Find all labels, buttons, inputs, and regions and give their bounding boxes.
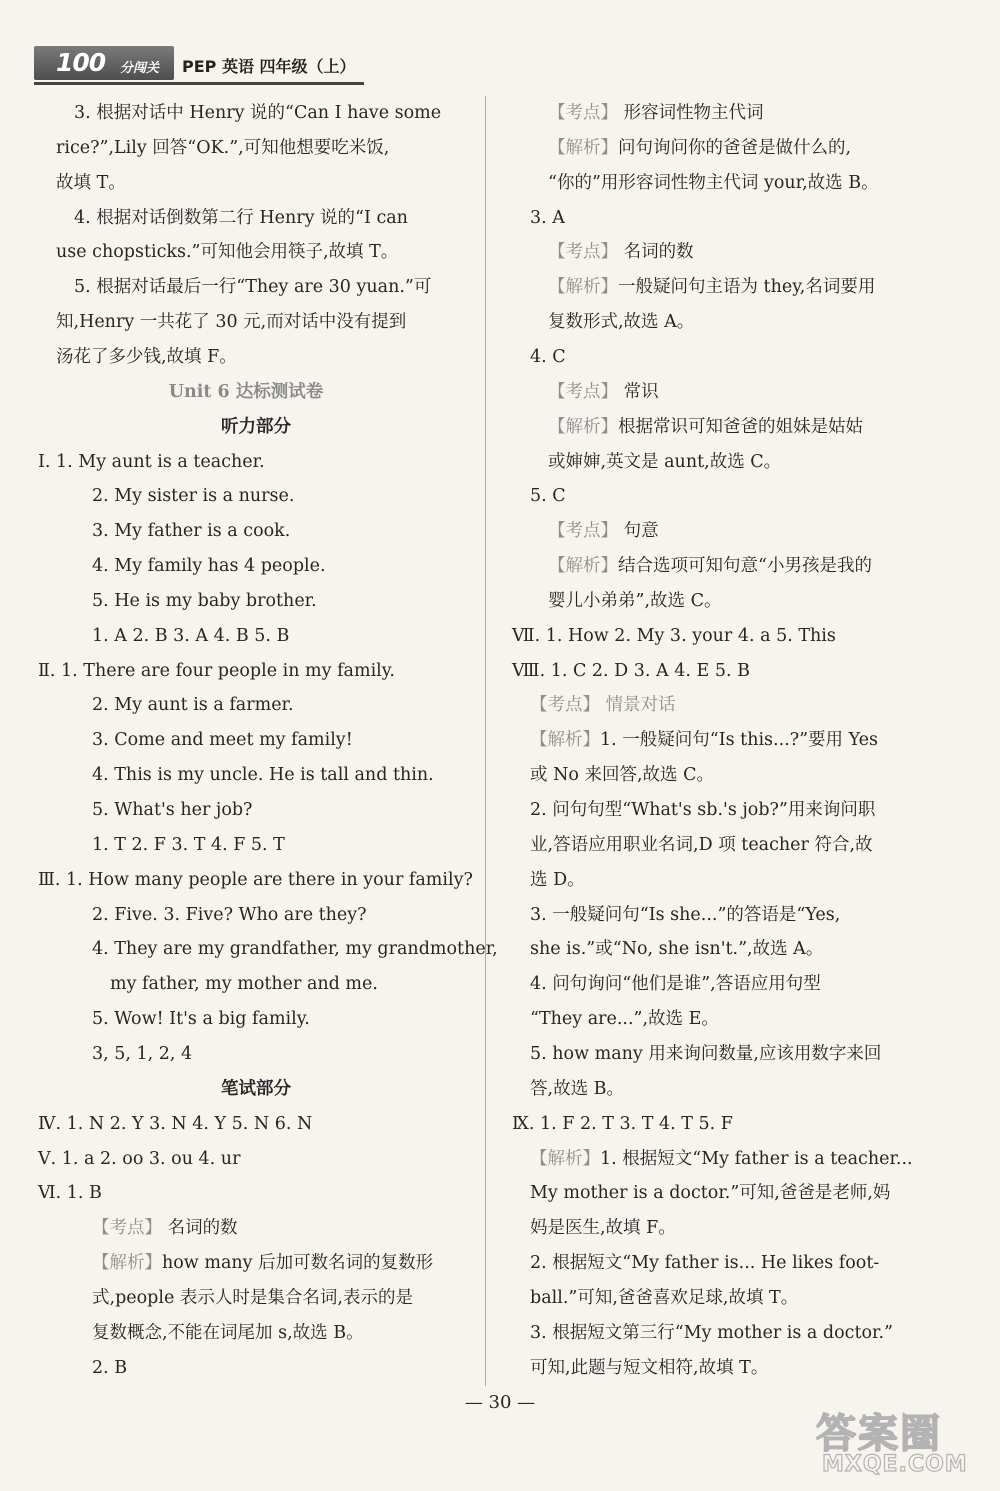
text-line: [530, 865, 585, 895]
line-text: 2. My sister is a nurse.: [92, 486, 295, 507]
logo-suffix: 分闯关: [120, 61, 160, 76]
line-text: 2. 问句句型“What's sb.'s job?”用来询问职: [530, 800, 876, 820]
watermark-url: MXQE.COM: [822, 1452, 968, 1477]
line-text: My mother is a doctor.”可知,爸爸是老师,妈: [530, 1183, 891, 1204]
line-text: 问句询问你的爸爸是做什么的,: [618, 137, 852, 158]
line-text: 3. 一般疑问句“Is she...”的答语是“Yes,: [530, 904, 841, 925]
line-text: “你的”用形容词性物主代词 your,故选 B。: [548, 172, 879, 193]
text-line: [92, 900, 367, 930]
line-text: 汤花了多少钱,故填 F。: [56, 346, 237, 367]
text-line: [92, 1283, 413, 1313]
text-line: [548, 377, 659, 407]
line-text: Unit 6 达标测试卷: [168, 381, 324, 402]
text-line: [548, 412, 863, 442]
text-line: [548, 98, 764, 128]
text-line: [92, 1039, 192, 1069]
text-line: [530, 1353, 768, 1383]
section-tag: 【解析】: [548, 277, 618, 298]
text-line: [38, 865, 473, 895]
line-text: 复数概念,不能在词尾加 s,故选 B。: [92, 1322, 364, 1343]
line-text: Ⅷ. 1. C 2. D 3. A 4. E 5. B: [512, 660, 750, 681]
line-text: 5. He is my baby brother.: [92, 590, 317, 611]
line-text: 5. how many 用来询问数量,应该用数字来回: [530, 1043, 882, 1064]
line-text: Ⅱ. 1. There are four people in my family.: [38, 660, 395, 681]
section-tag: 【考点】: [548, 103, 618, 123]
watermark-text: 答案圈: [816, 1411, 942, 1457]
text-line: [56, 307, 406, 337]
text-line: [530, 795, 875, 825]
text-line: [548, 168, 879, 198]
text-line: [548, 516, 659, 546]
text-line: [530, 1074, 624, 1104]
text-line: [92, 1353, 127, 1383]
line-text: 式,people 表示人时是集合名词,表示的是: [92, 1287, 413, 1308]
line-text: 答,故选 B。: [530, 1078, 624, 1099]
text-line: [92, 621, 289, 651]
section-tag: 【解析】: [530, 1148, 600, 1169]
text-line: [92, 1318, 364, 1348]
line-text: 一般疑问句主语为 they,名词要用: [618, 277, 876, 298]
line-text: 3. Come and meet my family!: [92, 730, 353, 751]
text-line: [530, 1283, 798, 1313]
section-tag: 【解析】: [548, 137, 618, 158]
line-text: 2. My aunt is a farmer.: [92, 695, 294, 716]
line-text: 3, 5, 1, 2, 4: [92, 1043, 193, 1064]
text-line: [26, 377, 466, 407]
text-line: [530, 934, 823, 964]
line-text: how many 后加可数名词的复数形: [162, 1253, 434, 1274]
text-line: [92, 760, 434, 790]
line-text: 3. 根据对话中 Henry 说的“Can I have some: [74, 103, 442, 123]
text-line: [530, 1039, 881, 1069]
text-line: [38, 1144, 240, 1174]
text-line: [74, 203, 408, 233]
text-line: [92, 551, 326, 581]
text-line: [92, 586, 317, 616]
line-text: Ⅵ. 1. B: [38, 1183, 102, 1204]
text-line: [530, 969, 821, 999]
text-line: [548, 586, 721, 616]
text-line: [56, 168, 126, 198]
section-tag: 【考点】: [92, 1218, 162, 1239]
book-title: PEP 英语 四年级（上）: [182, 57, 356, 76]
line-text: “They are...”,故选 E。: [530, 1009, 719, 1030]
section-tag: 【考点】: [548, 242, 618, 263]
text-line: [530, 760, 714, 790]
line-text: 情景对话: [600, 695, 676, 716]
line-text: 故填 T。: [56, 172, 126, 193]
text-line: [530, 690, 676, 720]
line-text: 名词的数: [162, 1218, 238, 1239]
line-text: 句意: [618, 521, 659, 542]
text-line: [92, 795, 252, 825]
text-line: [38, 1178, 102, 1208]
section-tag: 【解析】: [92, 1253, 162, 1274]
text-line: [530, 1248, 879, 1278]
line-text: 或婶婶,英文是 aunt,故选 C。: [548, 451, 782, 472]
line-text: 1. A 2. B 3. A 4. B 5. B: [92, 625, 290, 646]
line-text: 4. This is my uncle. He is tall and thin.: [92, 765, 434, 786]
line-text: 2. B: [92, 1357, 128, 1378]
text-line: [548, 237, 694, 267]
line-text: 4. 根据对话倒数第二行 Henry 说的“I can: [74, 207, 408, 228]
line-text: 形容词性物主代词: [618, 103, 764, 123]
section-tag: 【考点】: [548, 521, 618, 542]
line-text: 1. 一般疑问句“Is this...?”要用 Yes: [600, 730, 878, 751]
text-line: [530, 1318, 893, 1348]
line-text: 5. C: [530, 486, 566, 507]
section-tag: 【考点】: [530, 695, 600, 716]
text-line: [530, 1178, 890, 1208]
text-line: [74, 98, 441, 128]
line-text: Ⅳ. 1. N 2. Y 3. N 4. Y 5. N 6. N: [38, 1113, 313, 1134]
line-text: 知,Henry 一共花了 30 元,而对话中没有提到: [56, 312, 407, 333]
watermark-logo: [816, 1402, 986, 1482]
line-text: 1. 根据短文“My father is a teacher...: [600, 1148, 913, 1169]
text-line: [530, 830, 873, 860]
line-text: 听力部分: [221, 416, 291, 437]
header-rule: [34, 82, 364, 85]
text-line: [56, 237, 398, 267]
text-line: [38, 656, 395, 686]
line-text: 常识: [618, 381, 659, 402]
line-text: 3. A: [530, 207, 565, 228]
text-line: [530, 1004, 719, 1034]
text-line: [56, 342, 237, 372]
line-text: Ⅴ. 1. a 2. oo 3. ou 4. ur: [38, 1148, 241, 1169]
text-line: [548, 307, 694, 337]
line-text: 1. T 2. F 3. T 4. F 5. T: [92, 834, 285, 855]
section-tag: 【解析】: [548, 416, 618, 437]
text-line: [36, 1074, 476, 1104]
line-text: 选 D。: [530, 869, 585, 890]
line-text: 可知,此题与短文相符,故填 T。: [530, 1357, 769, 1378]
line-text: rice?”,Lily 回答“OK.”,可知他想要吃米饭,: [56, 137, 390, 158]
line-text: 5. 根据对话最后一行“They are 30 yuan.”可: [74, 277, 432, 298]
text-line: [530, 481, 566, 511]
text-line: [530, 1144, 913, 1174]
line-text: 4. They are my grandfather, my grandmother,: [92, 939, 498, 960]
line-text: 2. 根据短文“My father is... He likes foot-: [530, 1253, 880, 1274]
text-line: [110, 969, 378, 999]
line-text: 4. 问句询问“他们是谁”,答语应用句型: [530, 974, 821, 995]
line-text: use chopsticks.”可知他会用筷子,故填 T。: [56, 242, 399, 263]
section-tag: 【解析】: [530, 730, 600, 751]
text-line: [74, 272, 431, 302]
book-logo: [34, 46, 174, 80]
text-line: [530, 203, 565, 233]
line-text: 5. What's her job?: [92, 800, 253, 820]
text-line: [56, 133, 389, 163]
text-line: [38, 1109, 312, 1139]
line-text: 根据常识可知爸爸的姐妹是姑姑: [618, 416, 863, 437]
line-text: my father, my mother and me.: [110, 974, 378, 995]
text-line: [548, 272, 875, 302]
line-text: she is.”或“No, she isn't.”,故选 A。: [530, 939, 824, 960]
line-text: Ⅰ. 1. My aunt is a teacher.: [38, 451, 265, 472]
text-line: [92, 934, 498, 964]
text-line: [92, 481, 294, 511]
text-line: [548, 551, 872, 581]
text-line: [512, 621, 836, 651]
line-text: ball.”可知,爸爸喜欢足球,故填 T。: [530, 1287, 799, 1308]
line-text: 业,答语应用职业名词,D 项 teacher 符合,故: [530, 834, 873, 855]
text-line: [530, 725, 878, 755]
text-line: [512, 656, 750, 686]
line-text: Ⅸ. 1. F 2. T 3. T 4. T 5. F: [512, 1113, 733, 1134]
text-line: [92, 830, 285, 860]
line-text: 名词的数: [618, 242, 694, 263]
text-line: [548, 133, 851, 163]
text-line: [548, 447, 781, 477]
line-text: 4. My family has 4 people.: [92, 556, 326, 577]
text-line: [92, 690, 294, 720]
text-line: [38, 447, 265, 477]
text-line: [530, 342, 566, 372]
logo-number: 100: [56, 48, 106, 77]
text-line: [36, 412, 476, 442]
page-header: [34, 46, 364, 82]
line-text: Ⅶ. 1. How 2. My 3. your 4. a 5. This: [512, 625, 836, 646]
text-line: [92, 725, 353, 755]
line-text: 3. My father is a cook.: [92, 521, 291, 542]
line-text: 结合选项可知句意“小男孩是我的: [618, 556, 872, 577]
section-tag: 【解析】: [548, 556, 618, 577]
line-text: 妈是医生,故填 F。: [530, 1218, 676, 1239]
line-text: 或 No 来回答,故选 C。: [530, 765, 714, 786]
line-text: 婴儿小弟弟”,故选 C。: [548, 590, 722, 611]
text-line: [92, 516, 290, 546]
line-text: 复数形式,故选 A。: [548, 312, 695, 333]
line-text: Ⅲ. 1. How many people are there in your family?: [38, 869, 473, 890]
line-text: 3. 根据短文第三行“My mother is a doctor.”: [530, 1322, 893, 1343]
text-line: [92, 1004, 310, 1034]
line-text: 4. C: [530, 346, 566, 367]
text-line: [92, 1248, 433, 1278]
section-tag: 【考点】: [548, 381, 618, 402]
text-line: [92, 1213, 238, 1243]
text-line: [530, 900, 840, 930]
text-line: [530, 1213, 676, 1243]
line-text: 5. Wow! It's a big family.: [92, 1009, 310, 1030]
line-text: 笔试部分: [221, 1078, 291, 1099]
line-text: 2. Five. 3. Five? Who are they?: [92, 904, 367, 925]
column-divider: [485, 96, 486, 1386]
text-line: [512, 1109, 733, 1139]
page-number: — 30 —: [464, 1392, 536, 1413]
